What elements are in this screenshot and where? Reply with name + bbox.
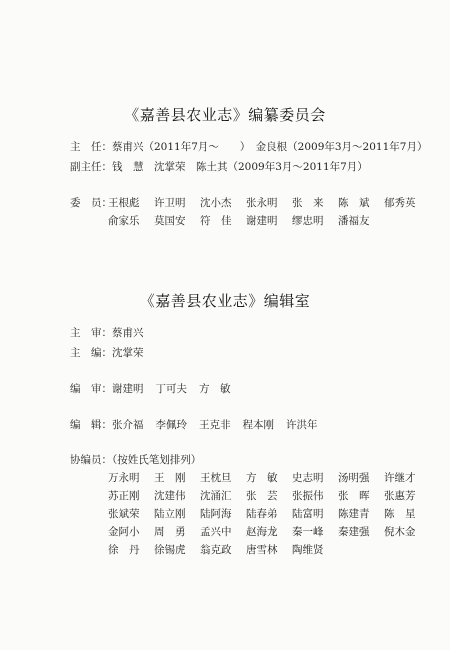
- person-name: 程本刚: [242, 419, 274, 431]
- person-name: 徐锡虎: [154, 544, 186, 556]
- person-name: 方 敏: [199, 383, 231, 395]
- person-name: 周 勇: [154, 526, 186, 538]
- person-name: 汤明强: [338, 472, 370, 484]
- person-name: 沈建伟: [154, 490, 186, 502]
- chief-editor-line: 主 编：沈掌荣: [70, 347, 144, 359]
- assistants-row: [108, 523, 430, 541]
- person-name: 张永明: [246, 197, 278, 209]
- reviewers-label: 编 审：: [70, 383, 112, 395]
- assistants-label: 协编员：（按姓氏笔划排列）: [70, 454, 202, 466]
- chief-reviewer-line: 主 审：蔡甫兴: [70, 327, 144, 339]
- committee-members-grid: [108, 194, 430, 230]
- person-name: 符 佳: [200, 215, 232, 227]
- person-name: 王根彪: [108, 197, 140, 209]
- deputy-text: 钱 慧 沈掌荣 陈土其（2009年3月～2011年7月）: [112, 161, 368, 173]
- editors-label: 编 辑：: [70, 419, 112, 431]
- person-name: 许卫明: [154, 197, 186, 209]
- person-name: 缪忠明: [292, 215, 324, 227]
- person-name: 王枕旦: [200, 472, 232, 484]
- director-label: 主 任：: [70, 141, 112, 153]
- person-name: 金阿小: [108, 526, 140, 538]
- person-name: 秦一峰: [292, 526, 324, 538]
- reviewers-line: [70, 382, 243, 396]
- person-name: 陆春弟: [246, 508, 278, 520]
- person-name: 方 敏: [246, 472, 278, 484]
- editors-list: [112, 419, 330, 431]
- person-name: 陈 斌: [338, 197, 370, 209]
- person-name: 张惠芳: [384, 490, 416, 502]
- person-name: 王 刚: [154, 472, 186, 484]
- person-name: 张斌荣: [108, 508, 140, 520]
- committee-members-label: 委 员：: [70, 197, 112, 209]
- person-name: 翁克政: [200, 544, 232, 556]
- person-name: 张 来: [292, 197, 324, 209]
- person-name: 倪木金: [384, 526, 416, 538]
- person-name: 陈建青: [338, 508, 370, 520]
- person-name: 丁可夫: [155, 383, 187, 395]
- person-name: 张介福: [112, 419, 144, 431]
- office-title: 《嘉善县农业志》编辑室: [139, 292, 311, 310]
- person-name: 李佩玲: [155, 419, 187, 431]
- assistants-row: [108, 541, 430, 559]
- person-name: 沈涌汇: [200, 490, 232, 502]
- assistants-row: [108, 487, 430, 505]
- person-name: 郁秀英: [384, 197, 416, 209]
- assistants-grid: [108, 469, 430, 559]
- person-name: 陆阿海: [200, 508, 232, 520]
- person-name: 万永明: [108, 472, 140, 484]
- person-name: 孟兴中: [200, 526, 232, 538]
- person-name: 陆立刚: [154, 508, 186, 520]
- person-name: 秦建强: [338, 526, 370, 538]
- person-name: 陶维贤: [292, 544, 324, 556]
- person-name: 谢建明: [246, 215, 278, 227]
- person-name: 苏正刚: [108, 490, 140, 502]
- deputy-label: 副主任：: [70, 161, 112, 173]
- person-name: 陆富明: [292, 508, 324, 520]
- person-name: 赵海龙: [246, 526, 278, 538]
- person-name: 莫国安: [154, 215, 186, 227]
- person-name: 张振伟: [292, 490, 324, 502]
- committee-title: 《嘉善县农业志》编纂委员会: [124, 106, 326, 124]
- person-name: 张 芸: [246, 490, 278, 502]
- person-name: 唐雪林: [246, 544, 278, 556]
- assistants-row: [108, 469, 430, 487]
- reviewers-list: [112, 383, 243, 395]
- director-text: 蔡甫兴（2011年7月～ ） 金良根（2009年3月～2011年7月）: [112, 141, 428, 153]
- members-row: [108, 212, 430, 230]
- person-name: 张 晖: [338, 490, 370, 502]
- assistants-row: [108, 505, 430, 523]
- person-name: 潘福友: [338, 215, 370, 227]
- person-name: 沈小杰: [200, 197, 232, 209]
- person-name: 许洪年: [286, 419, 318, 431]
- committee-director-line: [70, 140, 427, 154]
- person-name: 徐 丹: [108, 544, 140, 556]
- editors-line: [70, 418, 330, 432]
- members-row: [108, 194, 430, 212]
- person-name: 史志明: [292, 472, 324, 484]
- person-name: 谢建明: [112, 383, 144, 395]
- person-name: 俞家乐: [108, 215, 140, 227]
- person-name: 陈 星: [384, 508, 416, 520]
- committee-deputy-line: [70, 160, 368, 174]
- person-name: 王克非: [199, 419, 231, 431]
- person-name: 许继才: [384, 472, 416, 484]
